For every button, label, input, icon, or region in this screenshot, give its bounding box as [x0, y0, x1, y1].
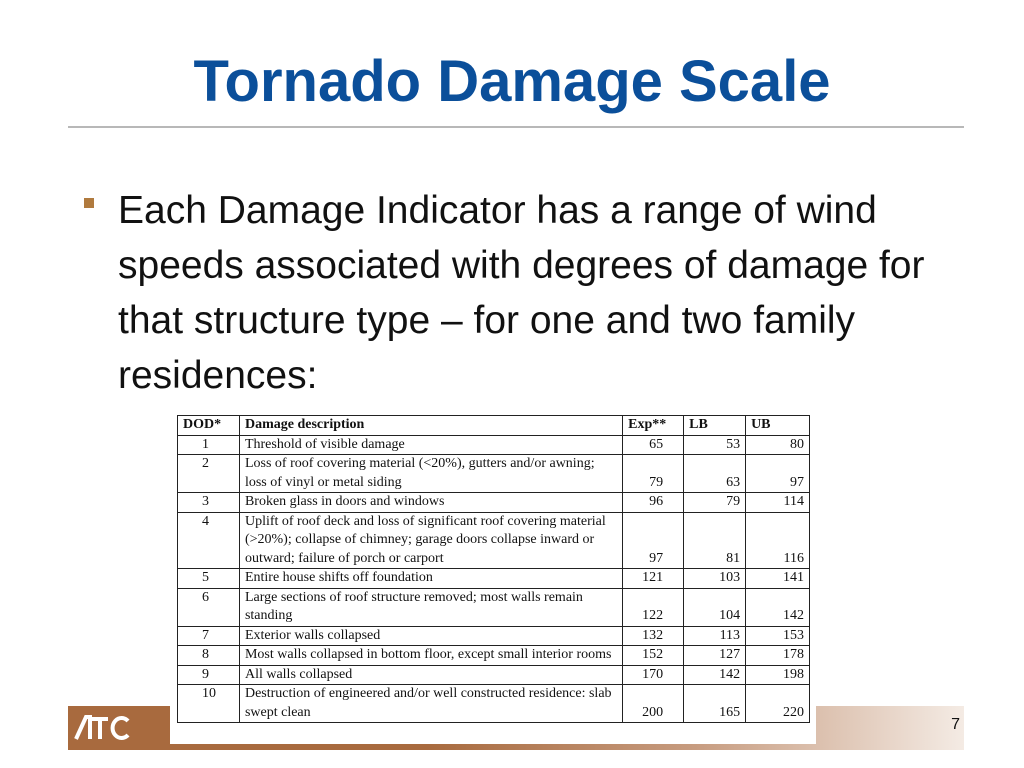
dod-cell: 4 [178, 512, 240, 569]
ub-cell: 114 [746, 493, 810, 513]
ub-cell: 153 [746, 626, 810, 646]
atc-logo-icon [74, 711, 134, 745]
description-cell: Exterior walls collapsed [239, 626, 622, 646]
table-row [178, 665, 810, 685]
table-row [178, 493, 810, 513]
bullet-text: Each Damage Indicator has a range of wind speeds associated with degrees of damage for that structure type – for one and two family residences: [118, 189, 925, 397]
lb-cell: 113 [684, 626, 746, 646]
dod-cell: 10 [178, 685, 240, 723]
header-ub: UB [746, 416, 810, 436]
ub-cell: 198 [746, 665, 810, 685]
dod-cell: 5 [178, 569, 240, 589]
header-exp: Exp** [623, 416, 684, 436]
dod-cell: 9 [178, 665, 240, 685]
description-cell: Threshold of visible damage [239, 435, 622, 455]
dod-cell: 7 [178, 626, 240, 646]
header-damage-description: Damage description [239, 416, 622, 436]
lb-cell: 63 [684, 455, 746, 493]
title-divider [68, 126, 964, 128]
table-row [178, 588, 810, 626]
table-header-row [178, 416, 810, 436]
description-cell: All walls collapsed [239, 665, 622, 685]
description-cell: Uplift of roof deck and loss of significant roof covering material (>20%); collapse of chimney; garage doors collapse inward or outward; failure of porch or carport [239, 512, 622, 569]
page-number: 7 [951, 716, 960, 733]
exp-cell: 170 [623, 665, 684, 685]
lb-cell: 103 [684, 569, 746, 589]
exp-cell: 121 [623, 569, 684, 589]
table-row [178, 435, 810, 455]
damage-table-image [170, 410, 816, 744]
dod-cell: 2 [178, 455, 240, 493]
lb-cell: 104 [684, 588, 746, 626]
description-cell: Large sections of roof structure removed; most walls remain standing [239, 588, 622, 626]
exp-cell: 152 [623, 646, 684, 666]
lb-cell: 142 [684, 665, 746, 685]
table-body [178, 435, 810, 723]
header-dod: DOD* [178, 416, 240, 436]
exp-cell: 200 [623, 685, 684, 723]
ub-cell: 97 [746, 455, 810, 493]
atc-logo [74, 711, 134, 745]
lb-cell: 165 [684, 685, 746, 723]
dod-cell: 8 [178, 646, 240, 666]
exp-cell: 97 [623, 512, 684, 569]
exp-cell: 132 [623, 626, 684, 646]
ub-cell: 116 [746, 512, 810, 569]
table-row [178, 455, 810, 493]
lb-cell: 79 [684, 493, 746, 513]
exp-cell: 79 [623, 455, 684, 493]
ub-cell: 178 [746, 646, 810, 666]
exp-cell: 96 [623, 493, 684, 513]
description-cell: Entire house shifts off foundation [239, 569, 622, 589]
table-row [178, 569, 810, 589]
description-cell: Loss of roof covering material (<20%), gutters and/or awning; loss of vinyl or metal siding [239, 455, 622, 493]
table-row [178, 685, 810, 723]
bullet-square-icon [84, 198, 94, 208]
dod-cell: 6 [178, 588, 240, 626]
ub-cell: 142 [746, 588, 810, 626]
lb-cell: 53 [684, 435, 746, 455]
table-row [178, 646, 810, 666]
description-cell: Broken glass in doors and windows [239, 493, 622, 513]
lb-cell: 127 [684, 646, 746, 666]
lb-cell: 81 [684, 512, 746, 569]
dod-cell: 3 [178, 493, 240, 513]
ub-cell: 80 [746, 435, 810, 455]
ub-cell: 220 [746, 685, 810, 723]
ub-cell: 141 [746, 569, 810, 589]
dod-cell: 1 [178, 435, 240, 455]
description-cell: Destruction of engineered and/or well constructed residence: slab swept clean [239, 685, 622, 723]
table-row [178, 626, 810, 646]
damage-table [177, 415, 810, 723]
exp-cell: 122 [623, 588, 684, 626]
table-row [178, 512, 810, 569]
description-cell: Most walls collapsed in bottom floor, except small interior rooms [239, 646, 622, 666]
exp-cell: 65 [623, 435, 684, 455]
header-lb: LB [684, 416, 746, 436]
slide-title: Tornado Damage Scale [193, 49, 831, 114]
